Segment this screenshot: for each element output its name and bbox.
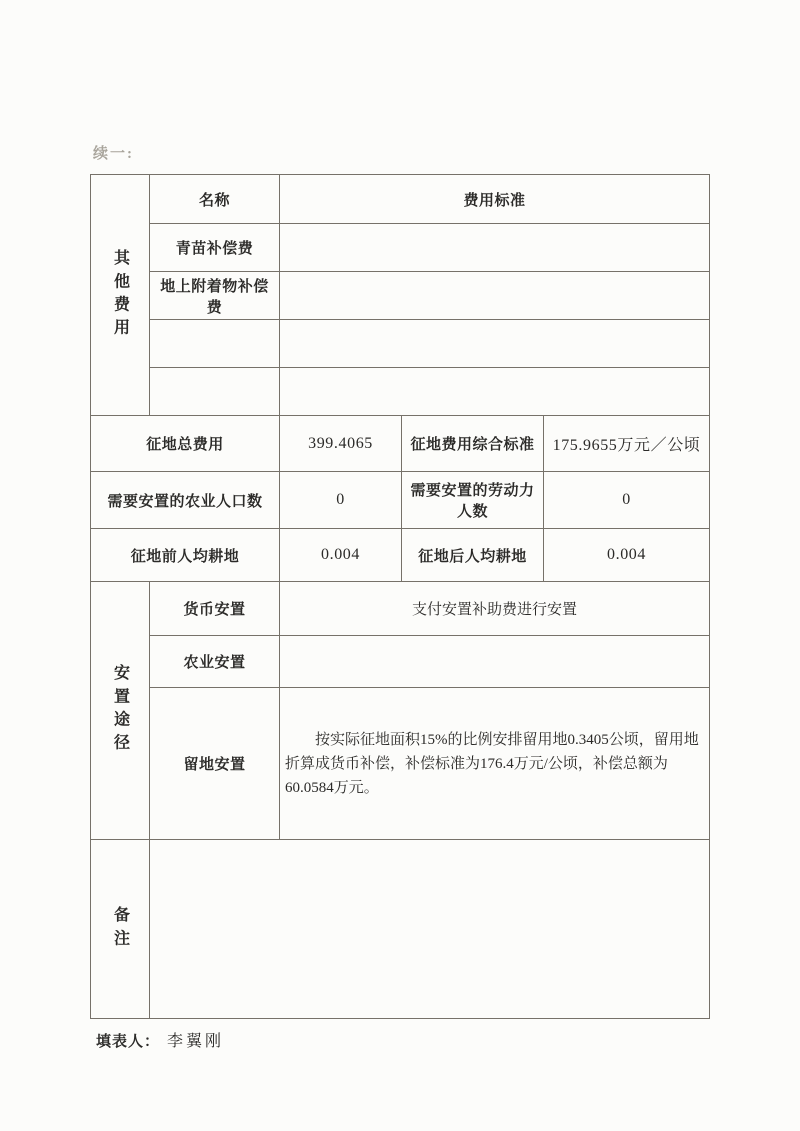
other-fees-row-header [91,175,149,415]
form-filler-line [96,1028,224,1051]
resettlement-row-header [91,582,149,839]
agri-population-label: 需要安置的农业人口数 [91,471,279,528]
remarks-row-header [91,840,149,1018]
other-fees-section [91,175,709,415]
labor-count-value: 0 [543,471,709,528]
total-cost-value: 399.4065 [279,416,401,471]
composite-standard-label: 征地费用综合标准 [401,416,543,471]
other-fee-standard-cell [279,319,709,367]
per-capita-after-label: 征地后人均耕地 [401,528,543,581]
reserved-land-paragraph: 按实际征地面积15%的比例安排留用地0.3405公顷，留用地折算成货币补偿，补偿标准为176.4万元/公顷，补偿总额为60.0584万元。 [285,731,699,796]
remarks-content-cell [149,840,709,1018]
other-fee-name-cell [149,319,279,367]
land-expropriation-table [90,174,710,1019]
other-fee-name-cell: 地上附着物补偿费 [149,271,279,319]
agricultural-resettlement-label: 农业安置 [149,635,279,687]
per-capita-after-value: 0.004 [543,528,709,581]
summary-section [91,415,709,581]
fee-standard-column-header: 费用标准 [279,175,709,223]
labor-count-label: 需要安置的劳动力人数 [401,471,543,528]
agricultural-resettlement-description [279,635,709,687]
composite-standard-value: 175.9655万元／公顷 [543,416,709,471]
form-filler-label: 填表人： [96,1034,161,1050]
reserved-land-resettlement-label: 留地安置 [149,687,279,839]
remarks-section [91,839,709,1018]
per-capita-before-label: 征地前人均耕地 [91,528,279,581]
remarks-row-header-text: 备注 [111,905,129,953]
per-capita-before-value: 0.004 [279,528,401,581]
other-fees-row-header-text: 其他费用 [111,248,129,342]
resettlement-section [91,581,709,839]
monetary-resettlement-description: 支付安置补助费进行安置 [279,582,709,635]
total-cost-label: 征地总费用 [146,437,224,453]
resettlement-row-header-text: 安置途径 [111,664,129,757]
reserved-land-resettlement-description [279,687,709,839]
name-column-header: 名称 [149,175,279,223]
other-fee-standard-cell [279,271,709,319]
monetary-resettlement-label: 货币安置 [149,582,279,635]
other-fee-name-cell [149,367,279,415]
agri-population-value: 0 [279,471,401,528]
other-fee-standard-cell [279,367,709,415]
continuation-label: 续一: [93,146,134,162]
form-filler-name: 李翼刚 [167,1033,225,1050]
other-fee-standard-cell [279,223,709,271]
other-fee-name-cell: 青苗补偿费 [149,223,279,271]
